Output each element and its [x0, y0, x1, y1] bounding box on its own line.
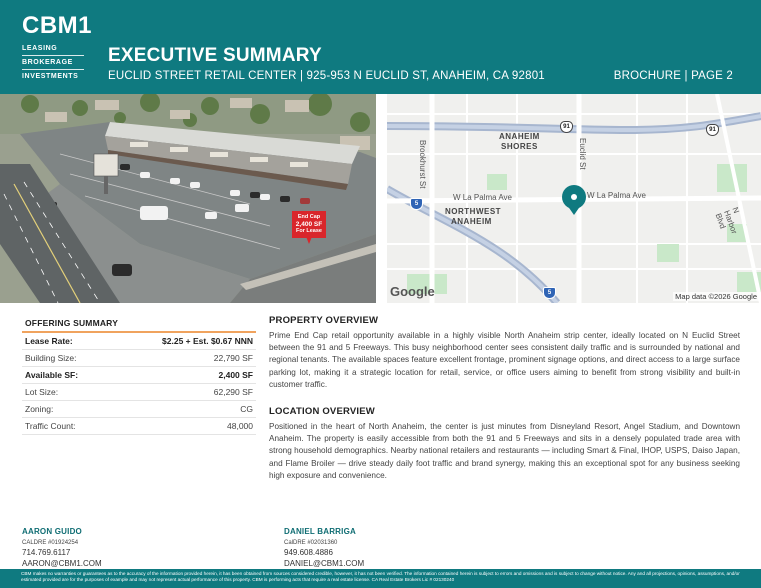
- tag-line-size: 2,400 SF: [295, 221, 323, 228]
- offering-label: Lot Size:: [25, 387, 59, 397]
- contact-license: CalDRE #02031360: [284, 539, 338, 546]
- area-northwest: NORTHWEST: [445, 207, 502, 216]
- route-91-shield-east: 91: [706, 124, 719, 136]
- contact-name: AARON GUIDO: [22, 527, 82, 536]
- offering-summary-title: OFFERING SUMMARY: [22, 316, 256, 333]
- location-overview-text: Positioned in the heart of North Anaheim, the center is just minutes from Disneyland Resort, Angel Stadium, and Downtown Anaheim. The property is easily accessible from both the 91 and 5 Freeways and sits in a densely populated trade area with strong household demographics. Nearby national retailers and restaurants — including Smart & Final, IHOP, USPS, Daiso Japan, and Flame Broiler — drive steady daily foot traffic and brand synergy, making this an exceptional spot for any business seeking high exposure and convenience.: [269, 422, 740, 480]
- location-map[interactable]: [387, 94, 761, 303]
- street-brookhurst: Brookhurst St: [418, 140, 427, 189]
- logo-wordmark: CBM1: [22, 12, 93, 39]
- offering-summary: [22, 316, 256, 435]
- aerial-photo: [0, 94, 376, 303]
- contact-email[interactable]: AARON@CBM1.COM: [22, 558, 102, 568]
- offering-label: Available SF:: [25, 370, 79, 380]
- contact-name: DANIEL BARRIGA: [284, 527, 356, 536]
- street-harbor: N Harbor Blvd: [713, 206, 741, 236]
- page-title: EXECUTIVE SUMMARY: [108, 45, 322, 66]
- location-overview: [269, 406, 740, 482]
- offering-row: [22, 333, 256, 350]
- offering-label: Traffic Count:: [25, 421, 76, 431]
- offering-value: 48,000: [227, 421, 253, 431]
- logo-line-brokerage: BROKERAGE: [22, 56, 84, 70]
- property-overview-title: PROPERTY OVERVIEW: [269, 315, 379, 326]
- offering-row: [22, 418, 256, 435]
- tag-line-for-lease: For Lease: [296, 228, 322, 234]
- map-roads: [387, 94, 761, 303]
- area-shores: SHORES: [501, 142, 538, 151]
- contact-phone[interactable]: 949.608.4886: [284, 548, 333, 557]
- offering-row: [22, 401, 256, 418]
- offering-value: 2,400 SF: [218, 370, 253, 380]
- street-euclid: Euclid St: [578, 138, 587, 170]
- footer-disclaimer: CBM makes no warranties or guarantees as to the accuracy of the information provided herein, it has been obtained from sources considered credible, however, it has not been verified. The information contained herein is subject to errors and omissions and is subject to change without notice. Any and all projections, opinions, assumptions, and/or estimated provided are for the purposes of example and may not represent actual performance of this property. CBM is performing acts that require a real estate license. CA Real Estate Brokers Lic # 02130240: [0, 569, 761, 588]
- offering-value: $2.25 + Est. $0.67 NNN: [162, 336, 253, 346]
- offering-rows: [22, 333, 256, 435]
- property-overview-text: Prime End Cap retail opportunity available in a highly visible North Anaheim strip center, ideally located on N Euclid Street between the 91 and 5 Freeways. This busy neighborhood center sees consistent daily traffic and is surrounded by national and regional tenants. The available spaces feature excellent frontage, prominent signage options, and direct access to a large surface parking lot, making it a strategic location for retail, service, or office users aiming to benefit from strong visibility and built-in customer traffic.: [269, 331, 740, 389]
- tag-line-end-cap: End Cap: [297, 214, 321, 220]
- property-overview: [269, 315, 740, 391]
- offering-value: CG: [240, 404, 253, 414]
- offering-value: 22,790 SF: [213, 353, 253, 363]
- street-la-palma-east: W La Palma Ave: [587, 191, 646, 200]
- area-anaheim-2: ANAHEIM: [451, 217, 492, 226]
- offering-label: Lease Rate:: [25, 336, 73, 346]
- logo-line-leasing: LEASING: [22, 42, 84, 56]
- contact-license: CALDRE #01924254: [22, 539, 79, 546]
- offering-label: Building Size:: [25, 353, 77, 363]
- contact-email[interactable]: DANIEL@CBM1.COM: [284, 558, 365, 568]
- contact-aaron: [22, 527, 102, 569]
- map-area-northwest-anaheim: [445, 207, 501, 227]
- offering-label: Zoning:: [25, 404, 54, 414]
- logo-taglines: [22, 42, 92, 83]
- offering-row: [22, 384, 256, 401]
- cbm1-logo: [22, 14, 92, 83]
- offering-row: [22, 367, 256, 384]
- street-la-palma-west: W La Palma Ave: [453, 193, 512, 202]
- end-cap-tag: [292, 211, 326, 238]
- route-91-shield: 91: [560, 121, 573, 133]
- map-area-anaheim-shores: [499, 132, 540, 152]
- area-anaheim: ANAHEIM: [499, 132, 540, 141]
- google-logo: Google: [390, 284, 435, 299]
- header-banner: [0, 0, 761, 94]
- map-attribution: Map data ©2026 Google: [675, 292, 757, 301]
- page-label: BROCHURE | PAGE 2: [613, 70, 733, 82]
- location-overview-title: LOCATION OVERVIEW: [269, 406, 375, 417]
- property-address: EUCLID STREET RETAIL CENTER | 925-953 N EUCLID ST, ANAHEIM, CA 92801: [108, 70, 545, 82]
- logo-line-investments: INVESTMENTS: [22, 73, 79, 80]
- interstate-5-shield-south: 5: [543, 287, 556, 299]
- offering-row: [22, 350, 256, 367]
- offering-value: 62,290 SF: [213, 387, 253, 397]
- aerial-photo-illustration: [0, 94, 376, 303]
- interstate-5-shield: 5: [410, 198, 423, 210]
- contact-phone[interactable]: 714.769.6117: [22, 548, 71, 557]
- contact-daniel: [284, 527, 364, 569]
